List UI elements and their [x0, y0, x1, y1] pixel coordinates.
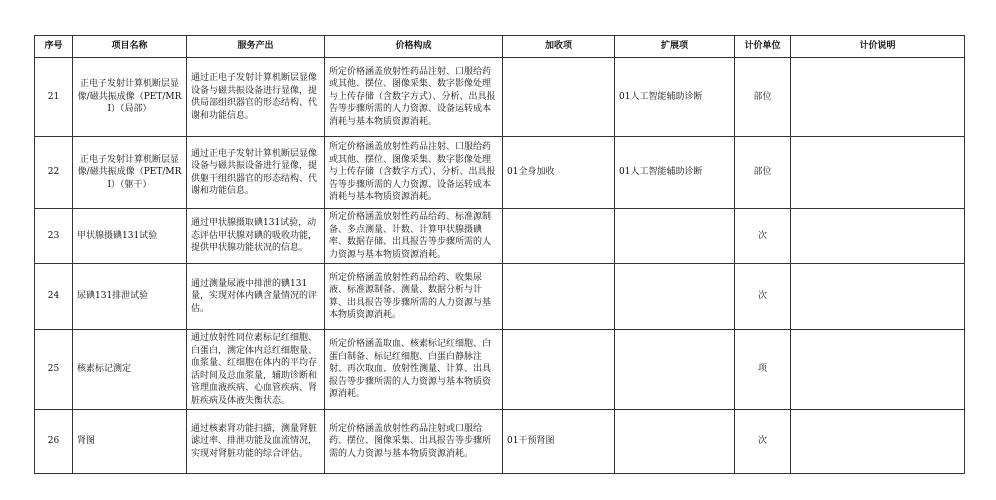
cell-note [791, 330, 965, 410]
header-no: 序号 [35, 36, 73, 58]
cell-price-composition: 所定价格涵盖放射性药品给药、收集尿液、标准源制备、测量、数据分析与计算、出具报告等步骤所需的人力资源与基本物质资源消耗。 [325, 264, 503, 330]
cell-item-name: 肾图 [73, 410, 187, 474]
cell-extension: 01人工智能辅助诊断 [615, 58, 735, 137]
header-price-composition: 价格构成 [325, 36, 503, 58]
cell-surcharge [503, 264, 615, 330]
cell-surcharge: 01全身加收 [503, 137, 615, 209]
cell-unit: 次 [735, 410, 791, 474]
table-row [35, 209, 965, 264]
header-note: 计价说明 [791, 36, 965, 58]
cell-service-output: 通过核素肾功能扫描，测量肾脏滤过率、排泄功能及血流情况，实现对肾脏功能的综合评估。 [187, 410, 325, 474]
cell-surcharge [503, 330, 615, 410]
header-service-output: 服务产出 [187, 36, 325, 58]
cell-no: 21 [35, 58, 73, 137]
table-row [35, 58, 965, 137]
cell-note [791, 137, 965, 209]
cell-no: 26 [35, 410, 73, 474]
cell-no: 25 [35, 330, 73, 410]
cell-extension: 01人工智能辅助诊断 [615, 137, 735, 209]
cell-unit: 项 [735, 330, 791, 410]
table-row [35, 410, 965, 474]
table-row [35, 330, 965, 410]
cell-no: 22 [35, 137, 73, 209]
cell-service-output: 通过正电子发射计算机断层显像设备与磁共振设备进行显像，提供躯干组织器官的形态结构、代谢和功能信息。 [187, 137, 325, 209]
cell-note [791, 410, 965, 474]
cell-note [791, 58, 965, 137]
cell-price-composition: 所定价格涵盖取血、核素标记红细胞、白蛋白制备、标记红细胞、白蛋白静脉注射、再次取血、放射性测量、计算、出具报告等步骤所需的人力资源与基本物质资源消耗。 [325, 330, 503, 410]
cell-extension [615, 209, 735, 264]
header-item-name: 项目名称 [73, 36, 187, 58]
cell-surcharge [503, 58, 615, 137]
cell-unit: 次 [735, 264, 791, 330]
cell-price-composition: 所定价格涵盖放射性药品注射、口服给药或其他、摆位、图像采集、数字影像处理与上传存储（含数字方式）、分析、出具报告等步骤所需的人力资源、设备运转成本消耗与基本物质资源消耗。 [325, 58, 503, 137]
cell-price-composition: 所定价格涵盖放射性药品注射或口服给药、摆位、图像采集、出具报告等步骤所需的人力资源与基本物质资源消耗。 [325, 410, 503, 474]
cell-unit: 部位 [735, 137, 791, 209]
cell-item-name: 正电子发射计算机断层显像/磁共振成像（PET/MRI）（局部） [73, 58, 187, 137]
table-row [35, 137, 965, 209]
cell-item-name: 甲状腺摄碘131试验 [73, 209, 187, 264]
cell-service-output: 通过测量尿液中排泄的碘131量，实现对体内碘含量情况的评估。 [187, 264, 325, 330]
table-row [35, 264, 965, 330]
cell-no: 24 [35, 264, 73, 330]
cell-item-name: 正电子发射计算机断层显像/磁共振成像（PET/MRI）（躯干） [73, 137, 187, 209]
header-unit: 计价单位 [735, 36, 791, 58]
cell-unit: 部位 [735, 58, 791, 137]
cell-extension [615, 330, 735, 410]
cell-item-name: 尿碘131排泄试验 [73, 264, 187, 330]
cell-service-output: 通过放射性同位素标记红细胞、白蛋白，测定体内总红细胞量、血浆量、红细胞在体内的平均存活时间及总血浆量，辅助诊断和管理血液疾病、心血管疾病、肾脏疾病及体液失衡状态。 [187, 330, 325, 410]
cell-price-composition: 所定价格涵盖放射性药品给药、标准源制备、多点测量、计数、计算甲状腺摄碘率、数据存储、出具报告等步骤所需的人力资源与基本物质资源消耗。 [325, 209, 503, 264]
cell-surcharge [503, 209, 615, 264]
cell-extension [615, 410, 735, 474]
cell-surcharge: 01干预肾图 [503, 410, 615, 474]
cell-unit: 次 [735, 209, 791, 264]
pricing-table [34, 35, 965, 474]
cell-no: 23 [35, 209, 73, 264]
header-surcharge: 加收项 [503, 36, 615, 58]
cell-note [791, 264, 965, 330]
cell-price-composition: 所定价格涵盖放射性药品注射、口服给药或其他、摆位、图像采集、数字影像处理与上传存储（含数字方式）、分析、出具报告等步骤所需的人力资源、设备运转成本消耗与基本物质资源消耗。 [325, 137, 503, 209]
cell-service-output: 通过甲状腺摄取碘131试验，动态评估甲状腺对碘的吸收功能，提供甲状腺功能状况的信息。 [187, 209, 325, 264]
header-extension: 扩展项 [615, 36, 735, 58]
cell-item-name: 核素标记测定 [73, 330, 187, 410]
cell-service-output: 通过正电子发射计算机断层显像设备与磁共振设备进行显像，提供局部组织器官的形态结构、代谢和功能信息。 [187, 58, 325, 137]
cell-extension [615, 264, 735, 330]
table-header-row [35, 36, 965, 58]
cell-note [791, 209, 965, 264]
